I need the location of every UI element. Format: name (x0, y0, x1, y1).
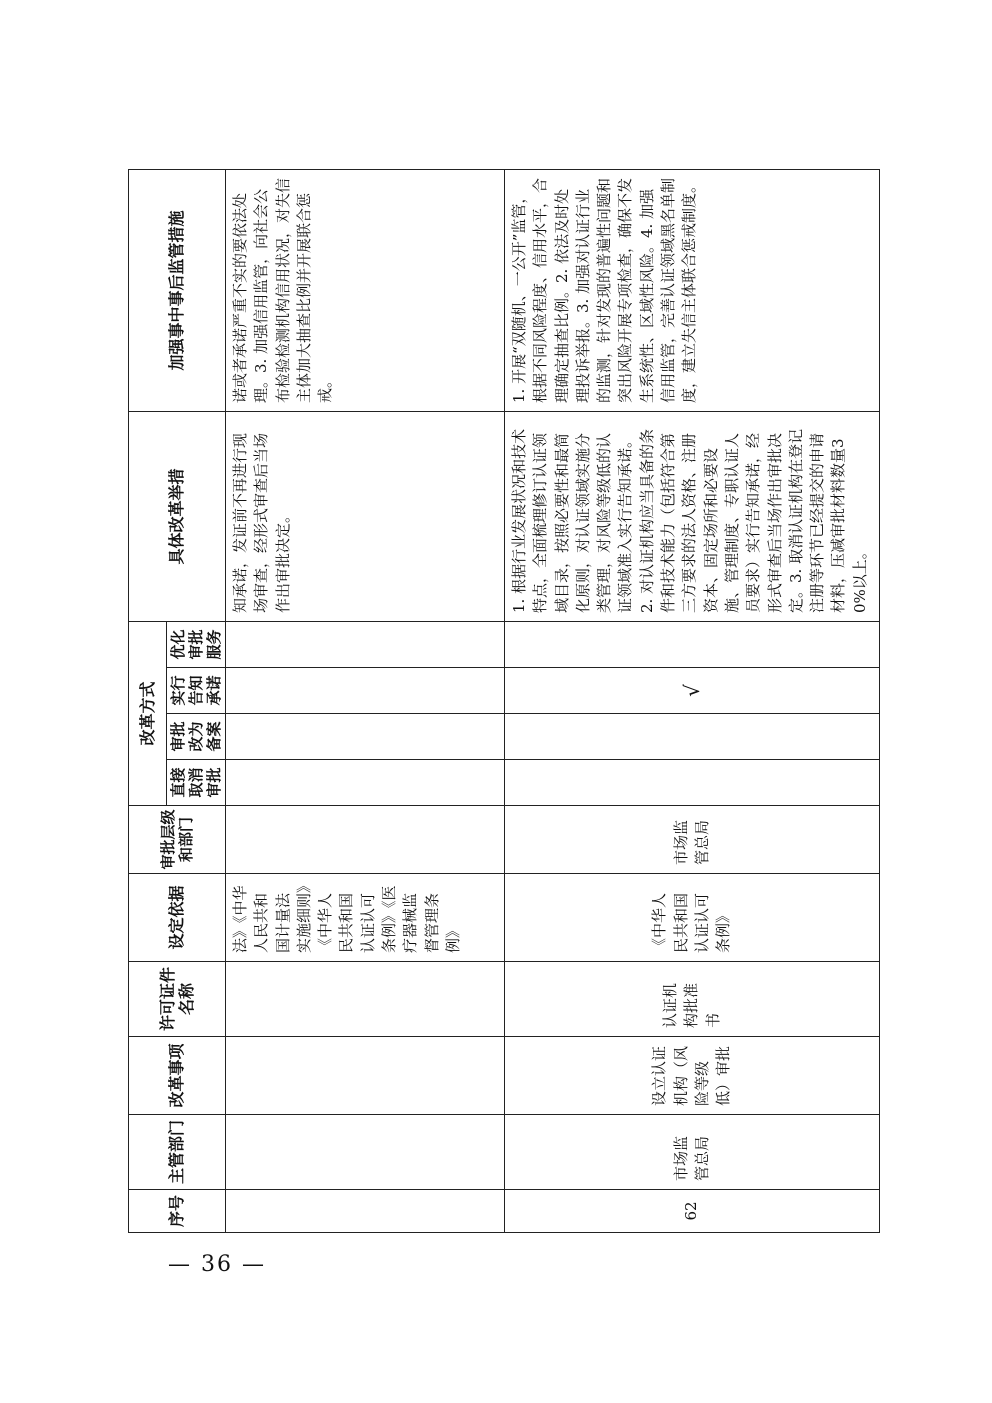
cell-license (226, 962, 505, 1037)
cell-license: 认证机构批准书 (505, 962, 880, 1037)
table-row (226, 169, 505, 1232)
cell-optimize (505, 621, 880, 667)
reform-table (128, 169, 880, 1233)
header-dept: 主管部门 (129, 1115, 226, 1190)
cell-level (226, 806, 505, 874)
header-level: 审批层级和部门 (129, 806, 226, 874)
cell-item: 设立认证机构（风险等级低）审批 (505, 1037, 880, 1115)
cell-notify (226, 668, 505, 714)
header-basis: 设定依据 (129, 874, 226, 962)
cell-notify: √ (505, 668, 880, 714)
cell-cancel (226, 760, 505, 806)
rotated-table-container (128, 170, 869, 1233)
header-filing: 审批改为备案 (167, 714, 226, 760)
cell-basis: 法》《中华人民共和国计量法实施细则》《中华人民共和国认证认可条例》《医疗器械监督管理条例》 (226, 874, 505, 962)
header-row-1 (129, 169, 167, 1232)
header-cancel: 直接取消审批 (167, 760, 226, 806)
cell-optimize (226, 621, 505, 667)
header-supervision: 加强事中事后监管措施 (129, 169, 226, 411)
cell-measures: 知承诺，发证前不再进行现场审查，经形式审查后当场作出审批决定。 (226, 411, 505, 621)
header-seq: 序号 (129, 1190, 226, 1233)
header-optimize: 优化审批服务 (167, 621, 226, 667)
cell-seq (226, 1190, 505, 1233)
header-reform-method: 改革方式 (129, 621, 167, 805)
cell-filing (226, 714, 505, 760)
cell-supervision: 1. 开展“双随机、一公开”监管，根据不同风险程度、信用水平，合理确定抽查比例。2. 依法及时处理投诉举报。3. 加强对认证行业的监测，针对发现的普遍性问题和突出风险开展专项检查，确保不发生系统性、区域性风险。4. 加强信用监管，完善认证领域黑名单制度，建立失信主体联合惩戒制度。 (505, 169, 880, 411)
page-number: — 36 — (168, 1252, 266, 1277)
cell-supervision: 诺或者承诺严重不实的要依法处理。3. 加强信用监管，向社会公布检验检测机构信用状况，对失信主体加大抽查比例并开展联合惩戒。 (226, 169, 505, 411)
cell-dept (226, 1115, 505, 1190)
header-license: 许可证件名称 (129, 962, 226, 1037)
cell-level: 市场监管总局 (505, 806, 880, 874)
cell-basis: 《中华人民共和国认证认可条例》 (505, 874, 880, 962)
cell-seq: 62 (505, 1190, 880, 1233)
header-notify: 实行告知承诺 (167, 668, 226, 714)
cell-measures: 1. 根据行业发展状况和技术特点，全面梳理修订认证领域目录，按照必要性和最简化原则，对认证领域实施分类管理，对风险等级低的认证领域准入实行告知承诺。2. 对认证机构应当具备的条件和技术能力（包括符合第三方要求的法人资格、注册资本、固定场所和必要设施、管理制度、专职认证人员要求）实行告知承诺，经形式审查后当场作出审批决定。3. 取消认证机构在登记注册等环节已经提交的申请材料，压减审批材料数量30%以上。 (505, 411, 880, 621)
cell-filing (505, 714, 880, 760)
cell-item (226, 1037, 505, 1115)
header-item: 改革事项 (129, 1037, 226, 1115)
cell-dept: 市场监管总局 (505, 1115, 880, 1190)
table-row (505, 169, 880, 1232)
cell-cancel (505, 760, 880, 806)
header-measures: 具体改革举措 (129, 411, 226, 621)
